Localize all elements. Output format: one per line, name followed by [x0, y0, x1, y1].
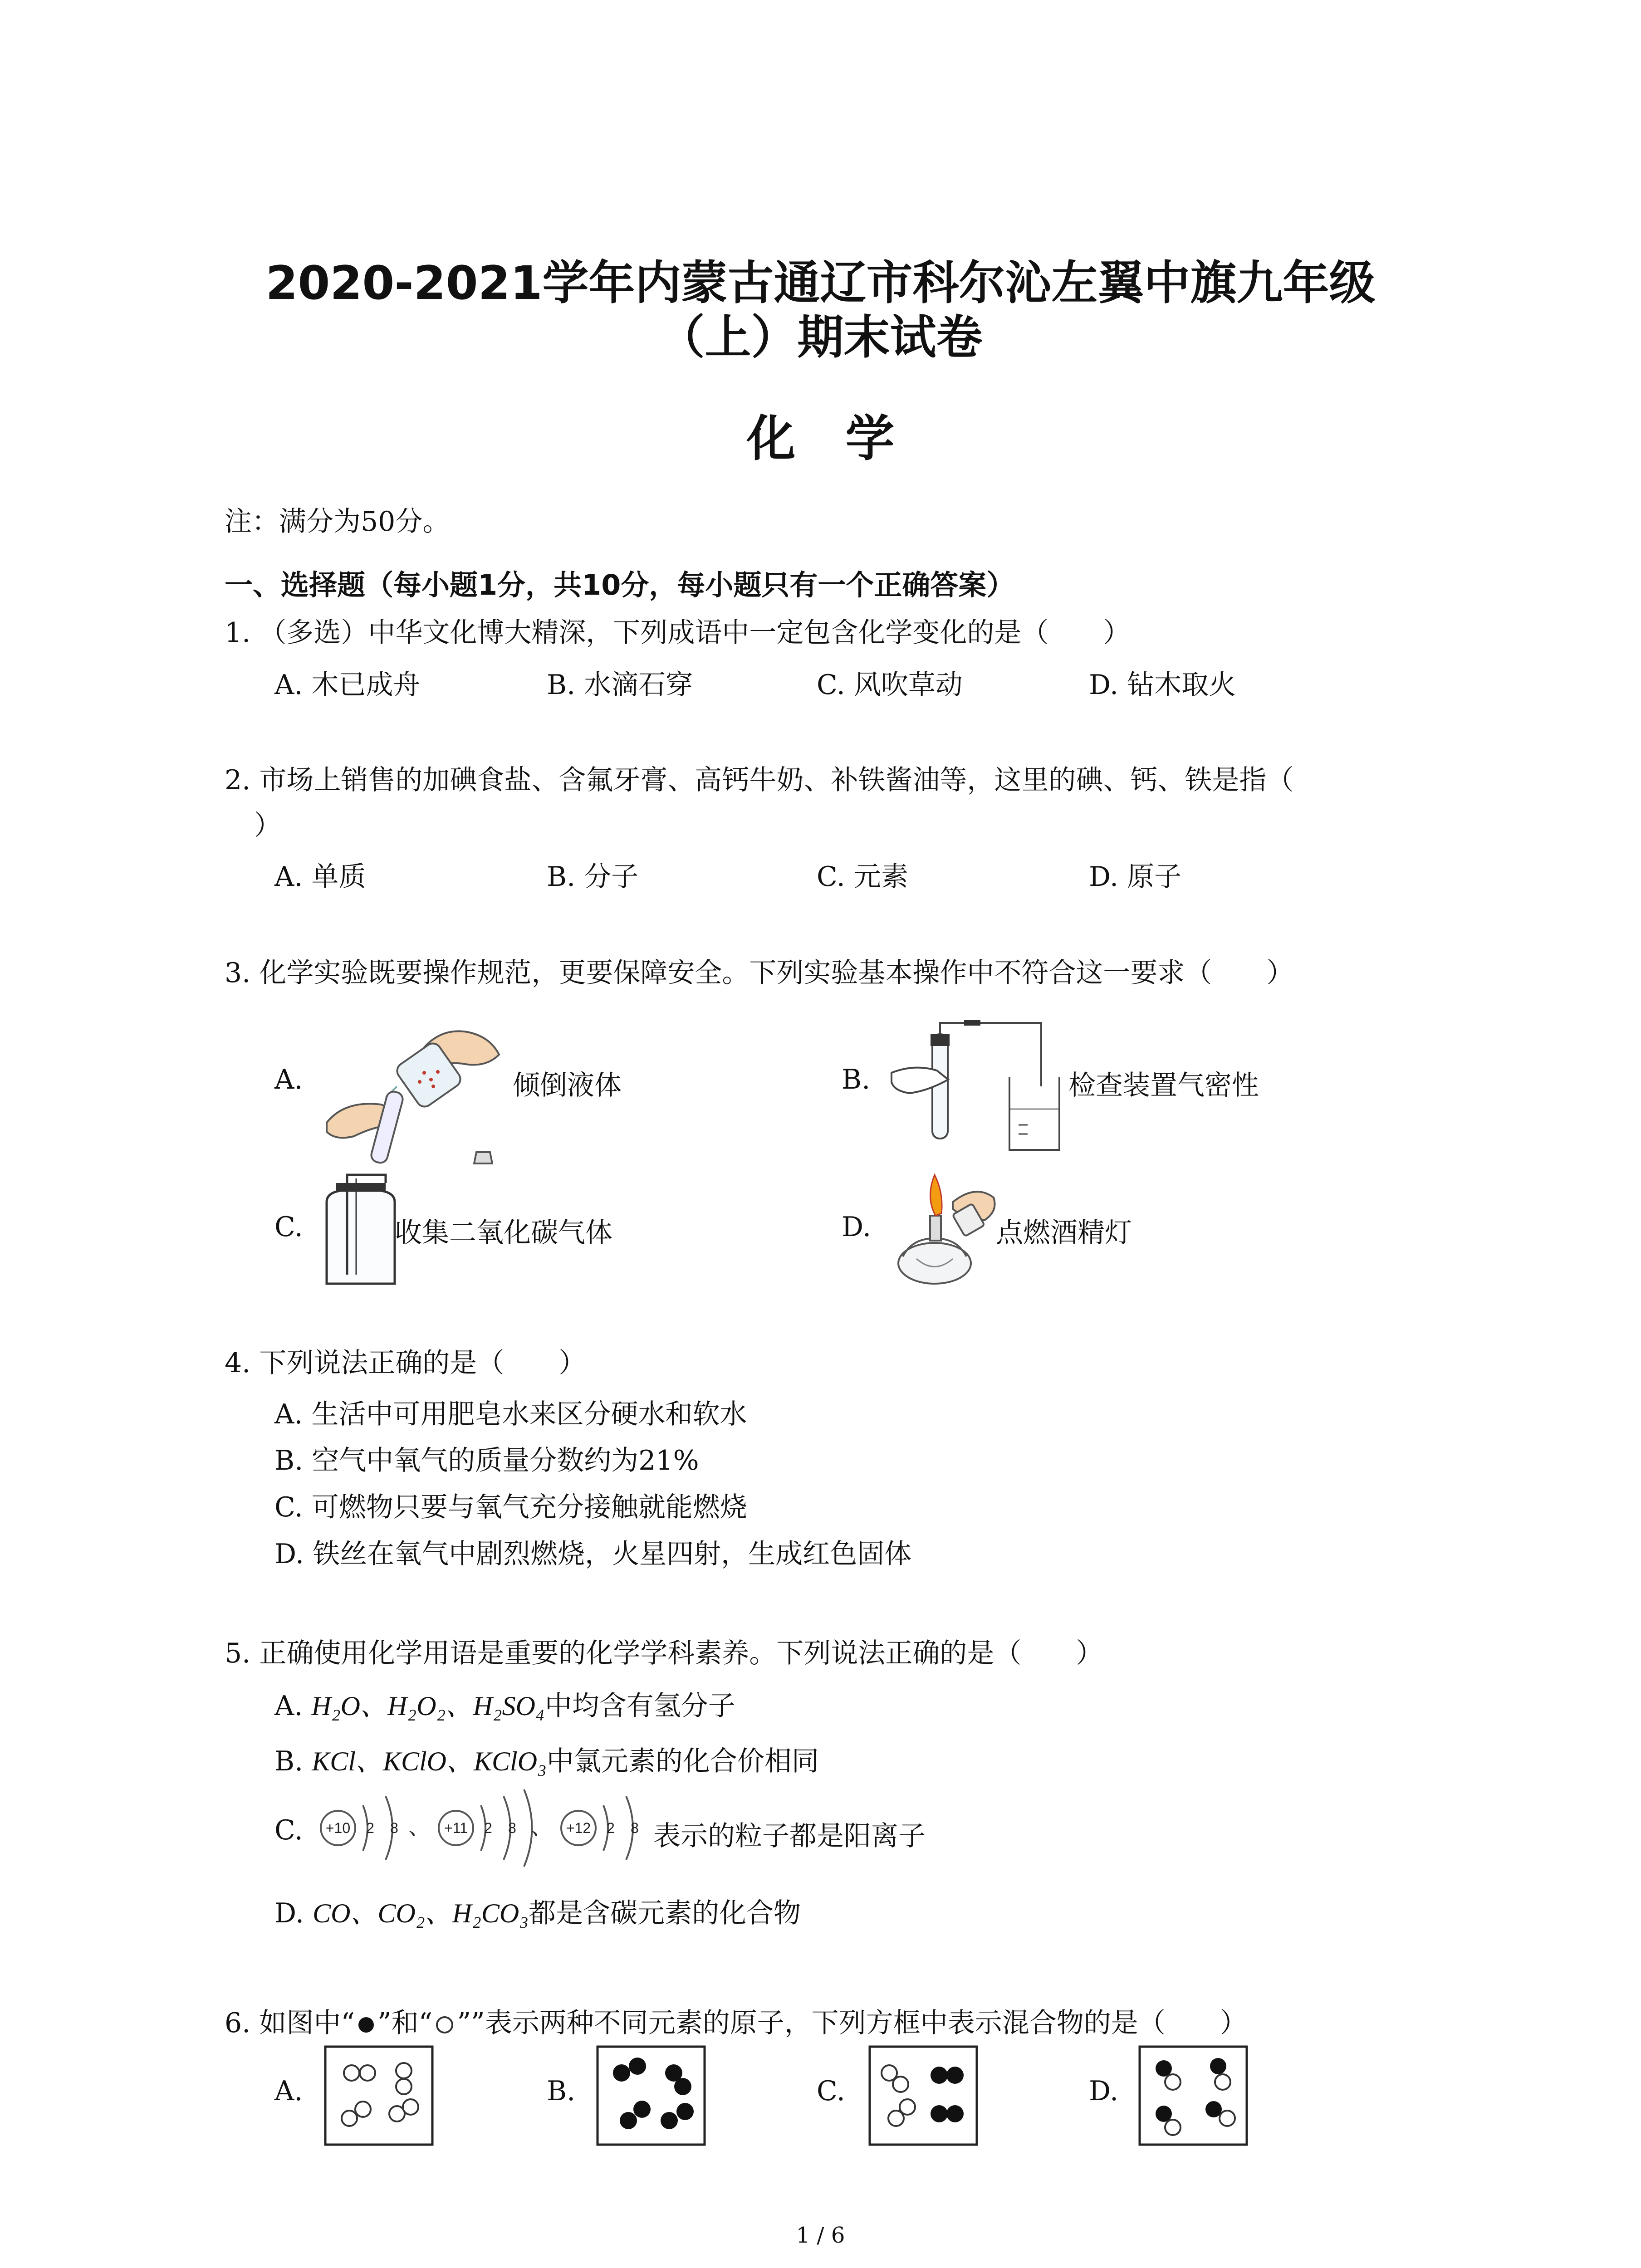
q1-option-b: B. 水滴石穿 [547, 669, 693, 701]
q5-option-b-text: 中氯元素的化合价相同 [546, 1745, 819, 1777]
q5-option-d-formula: CO、CO₂、H₂CO₃ [313, 1898, 529, 1928]
atom-3-shell-1: 2 [607, 1820, 615, 1836]
atom-diagram-1 [321, 1796, 398, 1860]
q3-option-b-letter: B. [842, 1064, 871, 1095]
q6-option-b-letter: B. [547, 2075, 576, 2107]
black-atom-icon [358, 2017, 374, 2033]
atom-1-nucleus: +10 [325, 1820, 351, 1836]
q1-option-d: D. 钻木取火 [1089, 669, 1236, 701]
q6-option-d-letter: D. [1089, 2075, 1119, 2107]
q3-caption-a: 倾倒液体 [513, 1070, 622, 1101]
q4-option-d: D. 铁丝在氧气中剧烈燃烧，火星四射，生成红色固体 [274, 1538, 912, 1570]
atom-diagram-3 [561, 1796, 639, 1860]
q3-option-c-letter: C. [274, 1211, 303, 1243]
q3-stem: 3. 化学实验既要操作规范，更要保障安全。下列实验基本操作中不符合这一要求（ ） [225, 957, 1294, 989]
q2-option-b: B. 分子 [547, 861, 639, 893]
atom-2-shell-2: 8 [508, 1820, 516, 1836]
q5-option-b [274, 1740, 819, 1779]
q2-option-d: D. 原子 [1089, 861, 1182, 893]
q5-option-c-letter: C. [274, 1814, 303, 1846]
q5-option-a-letter: A. [274, 1690, 303, 1722]
doc-title-line2: （上）期末试卷 [658, 311, 983, 365]
q5-option-c-text: 表示的粒子都是阳离子 [653, 1820, 926, 1852]
q3-option-a-letter: A. [274, 1064, 303, 1095]
q6-stem-b: ”和“ [377, 2007, 433, 2039]
q3-caption-d: 点燃酒精灯 [996, 1217, 1132, 1249]
molecule-box-b [597, 2046, 705, 2146]
q5-option-b-formula: KCl、KClO、KClO₃ [312, 1746, 547, 1776]
q5-sep-2: 、 [531, 1815, 553, 1839]
q5-option-d-text: 都是含碳元素的化合物 [529, 1897, 801, 1929]
q5-option-d [274, 1892, 801, 1931]
doc-title-line1: 2020-2021学年内蒙古通辽市科尔沁左翼中旗九年级 [265, 256, 1376, 310]
gas-collection-bottle-illustration [322, 1170, 399, 1288]
q5-option-b-letter: B. [274, 1745, 304, 1777]
q2-stem: 2. 市场上销售的加碘食盐、含氟牙膏、高钙牛奶、补铁酱油等，这里的碘、钙、铁是指（ [225, 764, 1294, 796]
q5-option-d-letter: D. [274, 1897, 304, 1929]
q2-stem-cont: ） [254, 810, 281, 841]
q1-option-c: C. 风吹草动 [817, 669, 963, 701]
q1-stem: 1. （多选）中华文化博大精深，下列成语中一定包含化学变化的是（ ） [225, 617, 1131, 649]
q2-option-a: A. 单质 [274, 861, 366, 893]
q2-option-c: C. 元素 [817, 861, 908, 893]
score-note: 注：满分为50分。 [225, 506, 450, 538]
atomic-structure-diagrams [318, 1787, 653, 1869]
q3-caption-c: 收集二氧化碳气体 [395, 1217, 612, 1249]
atom-1-shell-1: 2 [366, 1820, 374, 1836]
atom-3-shell-2: 8 [631, 1820, 639, 1836]
q4-option-b: B. 空气中氧气的质量分数约为21% [274, 1445, 699, 1476]
q4-option-a: A. 生活中可用肥皂水来区分硬水和软水 [274, 1398, 747, 1430]
atom-2-shell-1: 2 [484, 1820, 492, 1836]
airtightness-check-illustration [892, 1018, 1059, 1150]
pouring-liquid-illustration [318, 1018, 526, 1168]
q5-stem: 5. 正确使用化学用语是重要的化学学科素养。下列说法正确的是（ ） [225, 1637, 1103, 1669]
atom-3-nucleus: +12 [566, 1820, 591, 1836]
q4-stem: 4. 下列说法正确的是（ ） [225, 1347, 586, 1379]
q5-option-a-formula: H₂O、H₂O₂、H₂SO₄ [311, 1691, 545, 1721]
molecule-box-c [869, 2046, 978, 2146]
q3-caption-b: 检查装置气密性 [1068, 1070, 1259, 1101]
q5-option-a-text: 中均含有氢分子 [544, 1690, 735, 1722]
q6-stem [225, 2005, 1247, 2041]
q6-stem-c: ””表示两种不同元素的原子，下列方框中表示混合物的是（ ） [457, 2007, 1247, 2039]
q6-option-a-letter: A. [274, 2075, 303, 2107]
q5-sep-1: 、 [408, 1815, 431, 1839]
section-heading: 一、选择题（每小题1分，共10分，每小题只有一个正确答案） [225, 568, 1015, 601]
atom-1-shell-2: 8 [390, 1820, 398, 1836]
q5-option-a [274, 1684, 735, 1723]
q1-option-a: A. 木已成舟 [274, 669, 421, 701]
q6-option-c-letter: C. [817, 2075, 845, 2107]
subject-title: 化学 [746, 411, 945, 467]
q6-stem-a: 6. 如图中“ [225, 2007, 355, 2039]
molecule-box-d [1139, 2046, 1248, 2146]
atom-2-nucleus: +11 [444, 1820, 468, 1836]
page-number: 1 / 6 [796, 2223, 845, 2248]
molecule-box-a [324, 2046, 433, 2146]
q4-option-c: C. 可燃物只要与氧气充分接触就能燃烧 [274, 1491, 747, 1523]
alcohol-lamp-illustration [885, 1166, 1003, 1288]
q3-option-d-letter: D. [842, 1211, 872, 1243]
white-atom-icon [436, 2016, 453, 2033]
atom-diagram-2 [439, 1789, 532, 1867]
